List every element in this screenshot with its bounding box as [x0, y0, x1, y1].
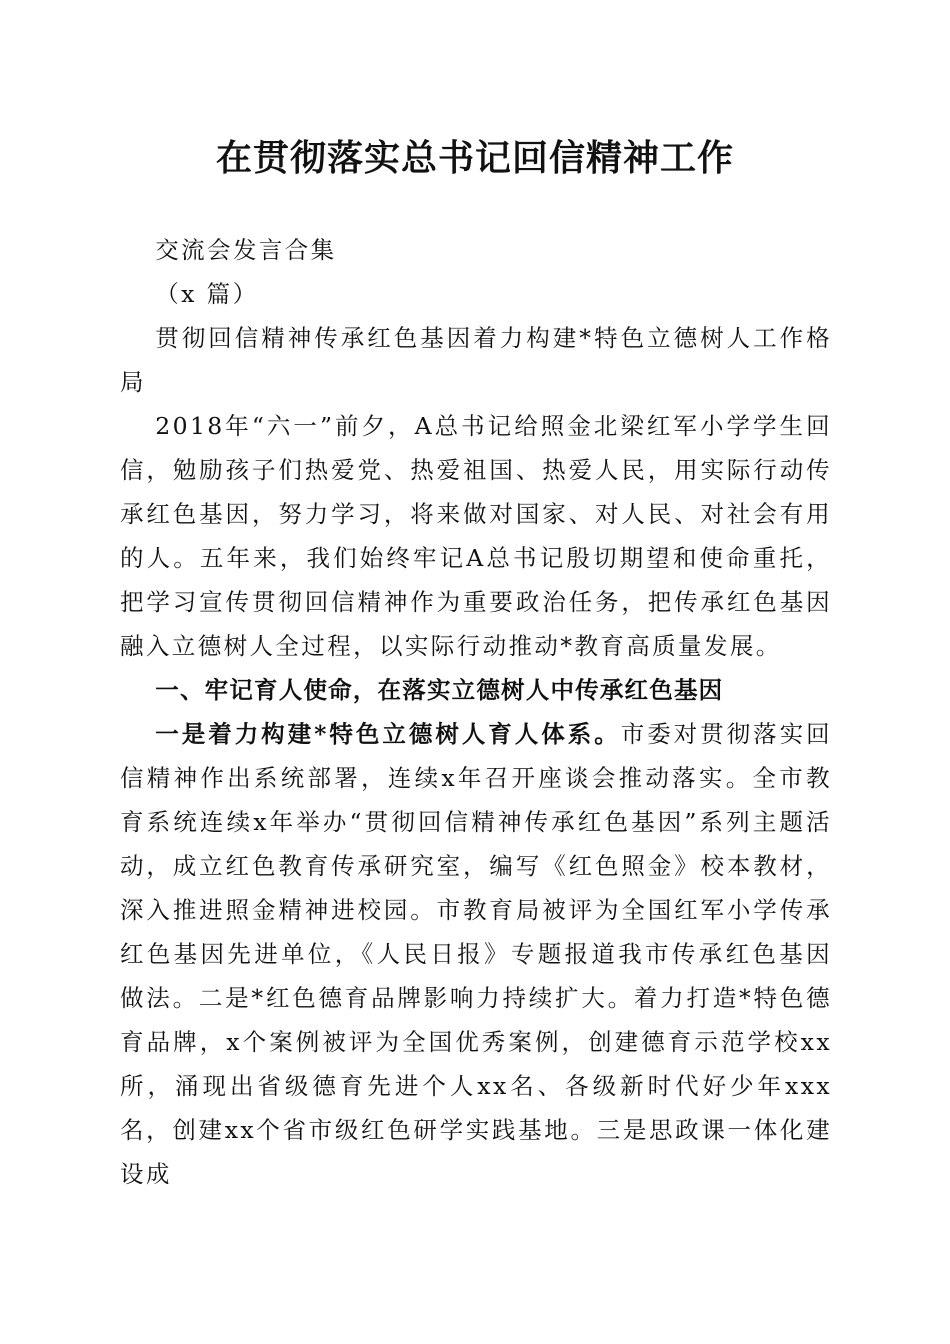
count-note: （x 篇）: [155, 280, 259, 308]
section-lead: 一是着力构建*特色立德树人育人体系。: [155, 720, 621, 748]
document-body: [120, 228, 832, 1196]
article-title: 贯彻回信精神传承红色基因着力构建*特色立德树人工作格局: [120, 324, 832, 396]
section-body: 市委对贯彻落实回信精神作出系统部署，连续x年召开座谈会推动落实。全市教育系统连续x年举办“贯彻回信精神传承红色基因”系列主题活动，成立红色教育传承研究室，编写《红色照金》校本教材，深入推进照金精神进校园。市教育局被评为全国红军小学传承红色基因先进单位，《人民日报》专题报道我市传承红色基因做法。二是*红色德育品牌影响力持续扩大。着力打造*特色德育品牌，x个案例被评为全国优秀案例，创建德育示范学校xx所，涌现出省级德育先进个人xx名、各级新时代好少年xxx名，创建xx个省市级红色研学实践基地。三是思政课一体化建设成: [120, 720, 832, 1188]
section-heading: 一、牢记育人使命，在落实立德树人中传承红色基因: [155, 676, 724, 704]
subtitle: 交流会发言合集: [155, 236, 337, 264]
intro-paragraph: 2018年“六一”前夕，A总书记给照金北梁红军小学学生回信，勉励孩子们热爱党、热爱祖国、热爱人民，用实际行动传承红色基因，努力学习，将来做对国家、对人民、对社会有用的人。五年来，我们始终牢记A总书记殷切期望和使命重托，把学习宣传贯彻回信精神作为重要政治任务，把传承红色基因融入立德树人全过程，以实际行动推动*教育高质量发展。: [120, 412, 832, 660]
section-paragraph: [120, 712, 832, 1196]
document-title: 在贯彻落实总书记回信精神工作: [215, 137, 734, 179]
